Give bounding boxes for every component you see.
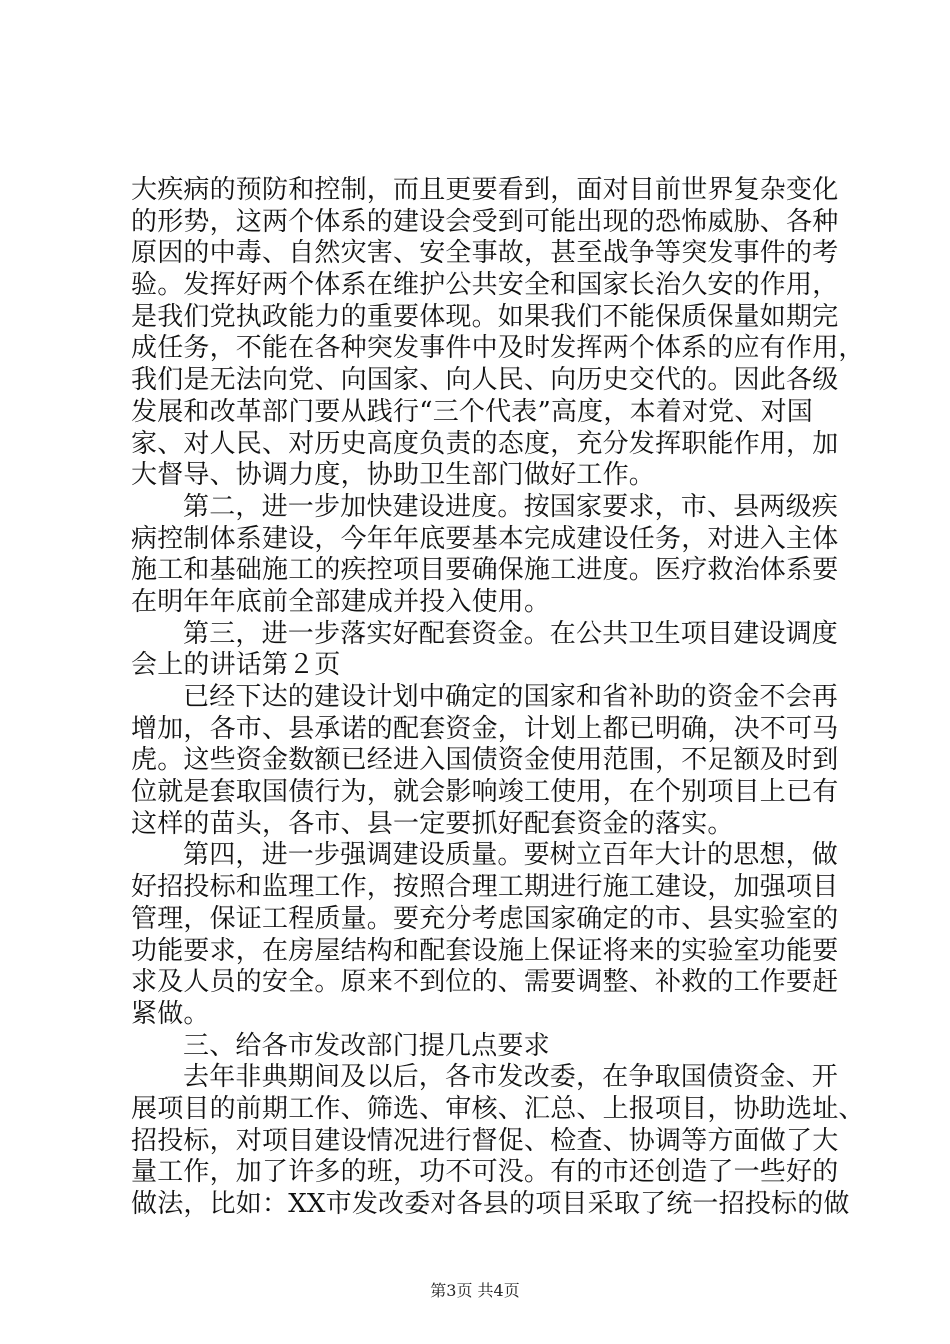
- text-line: 在明年年底前全部建成并投入使用。: [131, 586, 551, 617]
- text-line: 验。发挥好两个体系在维护公共安全和国家长治久安的作用，: [131, 270, 839, 301]
- text-line: 这样的苗头，各市、县一定要抓好配套资金的落实。: [131, 808, 734, 839]
- text-line: 病控制体系建设，今年年底要基本完成建设任务，对进入主体: [131, 523, 839, 554]
- text-line: 好招投标和监理工作，按照合理工期进行施工建设，加强项目: [131, 872, 839, 903]
- text-line: 求及人员的安全。原来不到位的、需要调整、补救的工作要赶: [131, 967, 839, 998]
- text-line: 紧做。: [131, 998, 210, 1029]
- text-line: 施工和基础施工的疾控项目要确保施工进度。医疗救治体系要: [131, 555, 839, 586]
- paragraph-start: 已经下达的建设计划中确定的国家和省补助的资金不会再: [183, 682, 839, 712]
- text-line: 管理，保证工程质量。要充分考虑国家确定的市、县实验室的: [131, 903, 839, 934]
- text-line: 大督导、协调力度，协助卫生部门做好工作。: [131, 460, 656, 491]
- paragraph-start: 第二，进一步加快建设进度。按国家要求，市、县两级疾: [183, 491, 839, 522]
- text-line: 是我们党执政能力的重要体现。如果我们不能保质保量如期完: [131, 301, 839, 332]
- text-line: 功能要求，在房屋结构和配套设施上保证将来的实验室功能要: [131, 935, 839, 966]
- section-heading: 三、给各市发改部门提几点要求: [183, 1030, 550, 1061]
- text-line: 原因的中毒、自然灾害、安全事故，甚至战争等突发事件的考: [131, 238, 839, 269]
- text-line: 的形势，这两个体系的建设会受到可能出现的恐怖威胁、各种: [131, 206, 839, 237]
- text-line: 位就是套取国债行为，就会影响竣工使用，在个别项目上已有: [131, 777, 839, 808]
- text-line: 成任务，不能在各种突发事件中及时发挥两个体系的应有作用，: [131, 333, 865, 364]
- text-line: 招投标，对项目建设情况进行督促、检查、协调等方面做了大: [131, 1125, 839, 1156]
- paragraph-start: 第四，进一步强调建设质量。要树立百年大计的思想，做: [183, 840, 839, 871]
- text-line: 大疾病的预防和控制，而且更要看到，面对目前世界复杂变化: [131, 175, 839, 205]
- text-line: 会上的讲话第２页: [131, 650, 341, 681]
- text-line: 增加，各市、县承诺的配套资金，计划上都已明确，决不可马: [131, 713, 839, 744]
- text-line: 家、对人民、对历史高度负责的态度，充分发挥职能作用，加: [131, 428, 839, 459]
- text-line: 量工作，加了许多的班，功不可没。有的市还创造了一些好的: [131, 1157, 839, 1188]
- text-line: 做法，比如：XX市发改委对各县的项目采取了统一招投标的做: [131, 1189, 850, 1219]
- text-line: 发展和改革部门要从践行“三个代表”高度，本着对党、对国: [131, 396, 813, 427]
- page-number-footer: 第3页 共4页: [430, 1281, 520, 1300]
- paragraph-start: 去年非典期间及以后，各市发改委，在争取国债资金、开: [183, 1062, 839, 1093]
- document-body: [131, 175, 865, 1221]
- paragraph-start: 第三，进一步落实好配套资金。在公共卫生项目建设调度: [183, 618, 839, 649]
- text-line: 我们是无法向党、向国家、向人民、向历史交代的。因此各级: [131, 365, 839, 396]
- text-line: 展项目的前期工作、筛选、审核、汇总、上报项目，协助选址、: [131, 1093, 865, 1124]
- text-line: 虎。这些资金数额已经进入国债资金使用范围，不足额及时到: [131, 745, 839, 776]
